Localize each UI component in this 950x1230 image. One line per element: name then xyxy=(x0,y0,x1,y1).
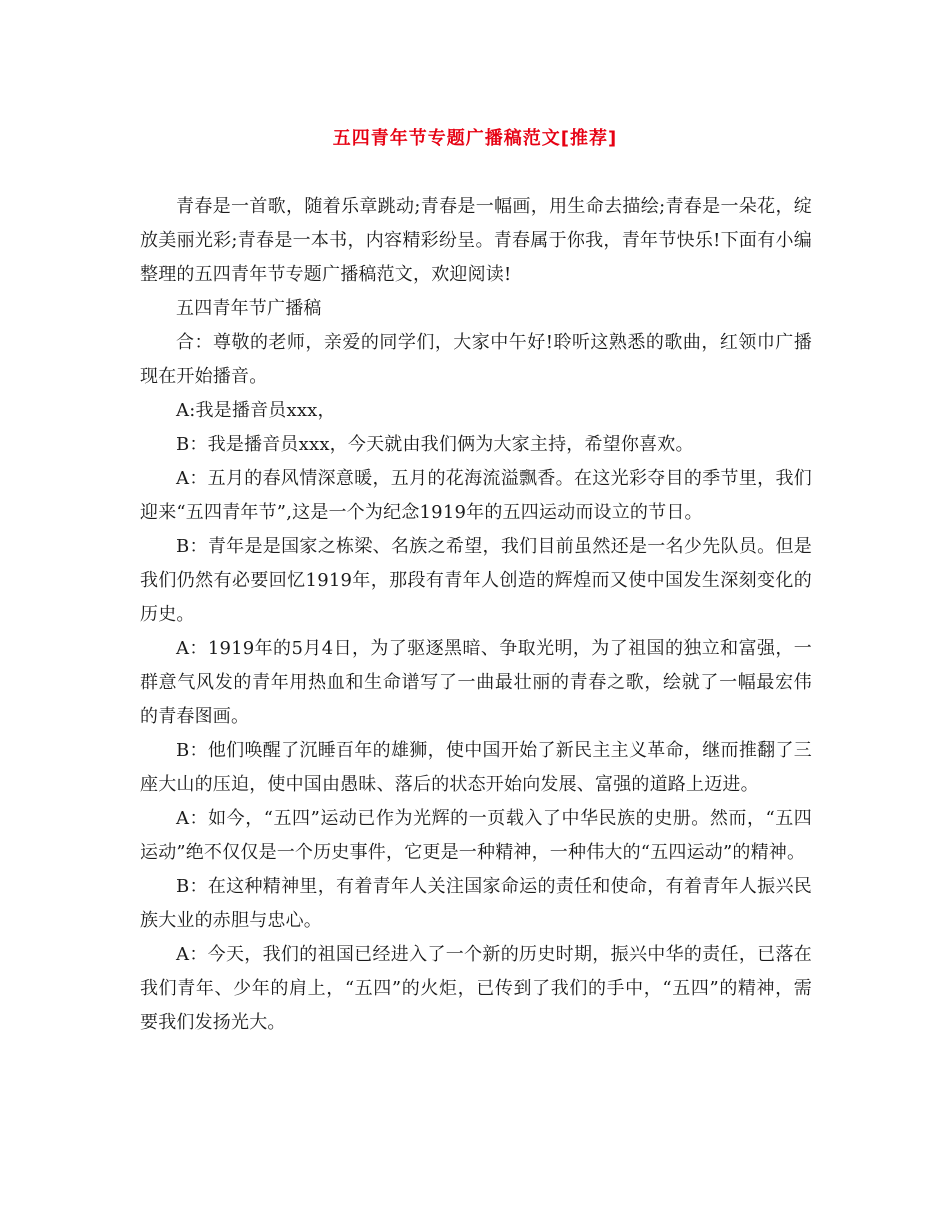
paragraph-subtitle: 五四青年节广播稿 xyxy=(176,298,322,319)
paragraph-intro: 青春是一首歌，随着乐章跳动;青春是一幅画，用生命去描绘;青春是一朵花，绽放美丽光彩;青春是一本书，内容精彩纷呈。青春属于你我，青年节快乐!下面有小编整理的五四青年节专题广播稿范文，欢迎阅读! xyxy=(140,196,812,285)
paragraph-a-today: A：今天，我们的祖国已经进入了一个新的历史时期，振兴中华的责任，已落在我们青年、少年的肩上，“五四”的火炬，已传到了我们的手中，“五四”的精神，需要我们发扬光大。 xyxy=(140,944,812,1033)
paragraph-a-history: A：如今，“五四”运动已作为光辉的一页载入了中华民族的史册。然而，“五四运动”绝不仅仅是一个历史事件，它更是一种精神，一种伟大的“五四运动”的精神。 xyxy=(140,808,812,863)
document-title: 五四青年节专题广播稿范文[推荐] xyxy=(332,128,618,149)
document-body xyxy=(140,190,812,1040)
paragraph-opening: 合：尊敬的老师，亲爱的同学们，大家中午好!聆听这熟悉的歌曲，红领巾广播现在开始播音。 xyxy=(140,332,812,387)
paragraph-a-may-spring: A：五月的春风情深意暖，五月的花海流溢飘香。在这光彩夺目的季节里，我们迎来“五四青年节”,这是一个为纪念1919年的五四运动而设立的节日。 xyxy=(140,468,812,523)
paragraph-host-b-intro: B：我是播音员xxx，今天就由我们俩为大家主持，希望你喜欢。 xyxy=(176,434,694,455)
paragraph-b-youth-pillar: B：青年是是国家之栋梁、名族之希望，我们目前虽然还是一名少先队员。但是我们仍然有必要回忆1919年，那段有青年人创造的辉煌而又使中国发生深刻变化的历史。 xyxy=(140,536,812,625)
paragraph-b-spirit: B：在这种精神里，有着青年人关注国家命运的责任和使命，有着青年人振兴民族大业的赤胆与忠心。 xyxy=(140,876,812,931)
paragraph-host-a-intro: A:我是播音员xxx， xyxy=(176,400,336,421)
paragraph-a-1919: A：1919年的5月4日，为了驱逐黑暗、争取光明，为了祖国的独立和富强，一群意气风发的青年用热血和生命谱写了一曲最壮丽的青春之歌，绘就了一幅最宏伟的青春图画。 xyxy=(140,638,812,727)
paragraph-b-awakened-lion: B：他们唤醒了沉睡百年的雄狮，使中国开始了新民主主义革命，继而推翻了三座大山的压迫，使中国由愚昧、落后的状态开始向发展、富强的道路上迈进。 xyxy=(140,740,812,795)
